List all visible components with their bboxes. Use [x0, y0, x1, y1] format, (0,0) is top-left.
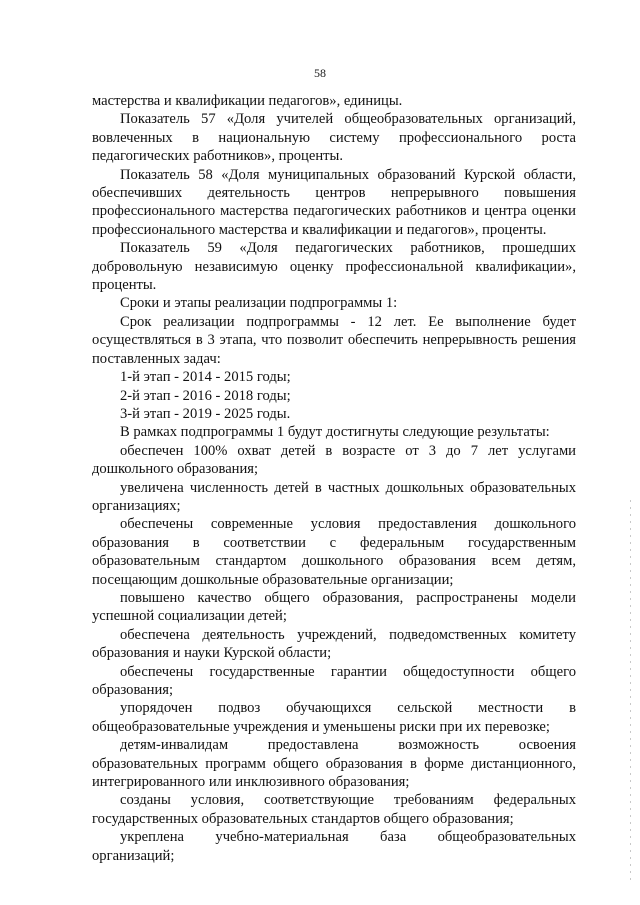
result-item: детям-инвалидам предоставлена возможность освоения образовательных программ общего образования в форме дистанционного, интегрированного или инклюзивного образования; [92, 737, 576, 791]
page-number: 58 [314, 66, 326, 80]
result-item: обеспечен 100% охват детей в возрасте от 3 до 7 лет услугами дошкольного образования; [92, 442, 576, 478]
result-item: увеличена численность детей в частных дошкольных образовательных организациях; [92, 479, 576, 514]
paragraph: Показатель 59 «Доля педагогических работников, прошедших добровольную независимую оценку профессиональной квалификации», проценты. [92, 240, 576, 294]
paragraph: Сроки и этапы реализации подпрограммы 1: [120, 295, 398, 312]
result-item: упорядочен подвоз обучающихся сельской местности в общеобразовательные учреждения и уменьшены риски при их перевозке; [92, 700, 576, 735]
paragraph: В рамках подпрограммы 1 будут достигнуты следующие результаты: [120, 424, 550, 441]
result-item: обеспечены государственные гарантии общедоступности общего образования; [92, 663, 576, 698]
result-item: повышено качество общего образования, распространены модели успешной социализации детей; [92, 589, 576, 625]
paragraph: мастерства и квалификации педагогов», единицы. [92, 93, 403, 109]
result-item: обеспечена деятельность учреждений, подведомственных комитету образования и науки Курской области; [92, 626, 576, 662]
result-item: обеспечены современные условия предоставления дошкольного образования в соответствии с федеральным государственным образовательным стандартом дошкольного образования всем детям, посещающим дошкольные образовательные организации; [92, 516, 576, 588]
list-item: 2-й этап - 2016 - 2018 годы; [120, 387, 291, 404]
list-item: 3-й этап - 2019 - 2025 годы. [120, 405, 291, 422]
paragraph: Срок реализации подпрограммы - 12 лет. Ее выполнение будет осуществляться в 3 этапа, что позволит обеспечить непрерывность решения поставленных задач: [92, 313, 576, 367]
result-item: созданы условия, соответствующие требованиям федеральных государственных образовательных стандартов общего образования; [92, 792, 576, 827]
result-item: укреплена учебно-материальная база общеобразовательных организаций; [92, 829, 576, 864]
paragraph: Показатель 57 «Доля учителей общеобразовательных организаций, вовлеченных в национальную систему профессионального роста педагогических работников», проценты. [92, 111, 576, 165]
scan-edge-mark [630, 500, 631, 880]
document-body [92, 92, 576, 865]
paragraph: Показатель 58 «Доля муниципальных образований Курской области, обеспечивших деятельность центров непрерывного повышения профессионального мастерства педагогических работников и центра оценки профессионального мастерства и квалификации и педагогов», проценты. [92, 166, 576, 238]
list-item: 1-й этап - 2014 - 2015 годы; [120, 369, 291, 386]
